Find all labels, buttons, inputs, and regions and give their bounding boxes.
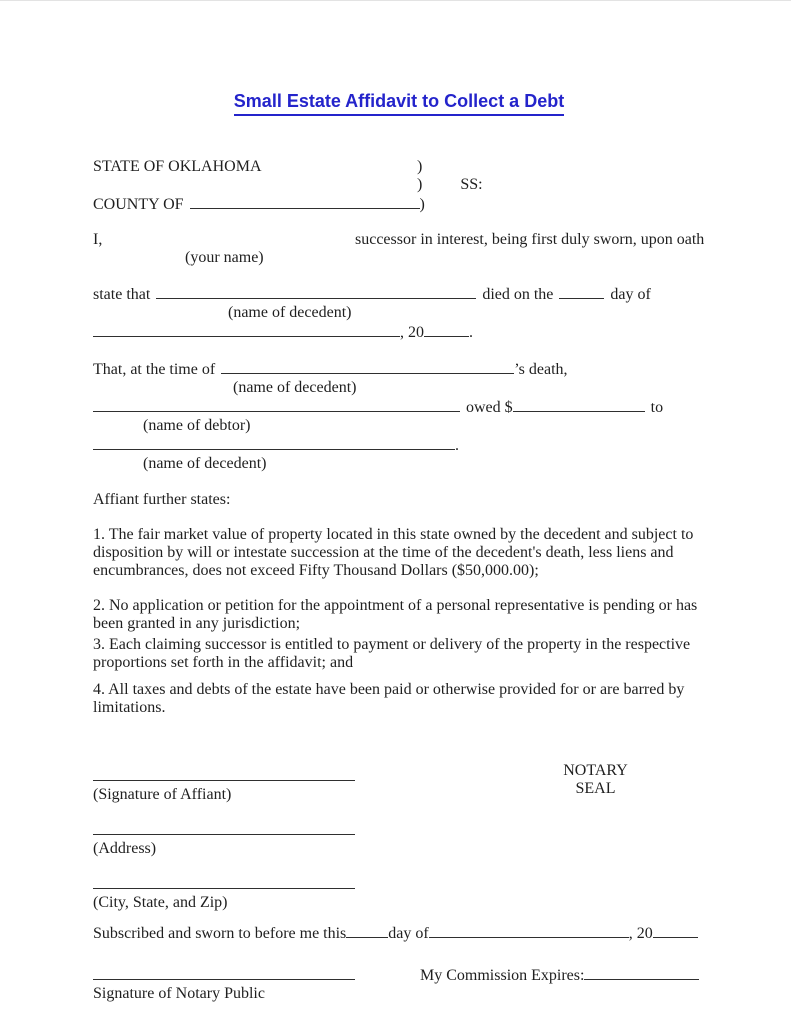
decedent-name-row-3 <box>93 435 705 455</box>
subscribed-label: Subscribed and sworn to before me this <box>93 925 347 942</box>
city-state-zip-caption: (City, State, and Zip) <box>93 894 228 911</box>
intro-block <box>93 231 705 267</box>
blank-affiant-signature <box>93 766 355 781</box>
blank-decedent-name-3 <box>93 435 455 450</box>
address-line-row <box>93 820 705 840</box>
debt-clause-block <box>93 359 705 473</box>
death-month-year-row <box>93 322 705 342</box>
blank-notary-signature <box>93 965 355 980</box>
ss-label: SS: <box>460 176 483 193</box>
successor-clause: successor in interest, being first duly sworn, upon oath <box>355 231 705 248</box>
affirmation-item-1: 1. The fair market value of property located in this state owned by the decedent and subject to disposition by will or intestate succession at the time of the decedent's death, less liens and encumbrances, does not exceed Fifty Thousand Dollars ($50,000.00); <box>93 526 694 579</box>
owed-label: owed $ <box>466 399 513 416</box>
address-caption: (Address) <box>93 840 157 857</box>
death-statement-block <box>93 284 705 342</box>
notary-seal-line-2: SEAL <box>575 780 616 797</box>
city-state-zip-group <box>93 874 705 912</box>
name-of-decedent-caption-3: (name of decedent) <box>143 455 267 472</box>
s-death-label: ’s death, <box>514 361 568 378</box>
signature-section <box>93 762 705 912</box>
that-at-time-row <box>93 359 705 379</box>
venue-ss-row <box>93 176 705 194</box>
state-that-label: state that <box>93 286 151 303</box>
paren-3: ) <box>419 196 425 213</box>
sworn-comma-20-label: , 20 <box>628 925 653 942</box>
signature-of-notary-caption: Signature of Notary Public <box>93 985 265 1002</box>
your-name-caption-row <box>93 249 705 267</box>
blank-decedent-name <box>156 284 476 299</box>
blank-death-month <box>93 322 400 337</box>
state-that-row <box>93 284 705 304</box>
that-at-time-label: That, at the time of <box>93 361 216 378</box>
i-label: I, <box>93 231 103 248</box>
document-content <box>93 1 705 1003</box>
name-of-decedent-caption: (name of decedent) <box>228 304 352 321</box>
city-caption-row <box>93 894 705 912</box>
title-row <box>93 89 705 116</box>
blank-owed-amount <box>513 397 645 412</box>
address-group <box>93 820 705 858</box>
intro-row <box>93 231 705 249</box>
name-of-decedent-caption-2: (name of decedent) <box>233 379 357 396</box>
blank-death-day <box>559 284 604 299</box>
notary-signature-row <box>93 965 705 985</box>
blank-sworn-month <box>429 923 629 938</box>
city-line-row <box>93 874 705 894</box>
period: . <box>469 324 473 341</box>
signature-of-affiant-caption: (Signature of Affiant) <box>93 786 232 803</box>
venue-state-row <box>93 158 705 176</box>
affirmation-item-3: 3. Each claiming successor is entitled to payment or delivery of the property in the respective proportions set forth in the affidavit; and <box>93 636 691 671</box>
paren-1: ) <box>417 158 423 175</box>
comma-20-label: , 20 <box>400 324 424 341</box>
period-2: . <box>455 437 459 454</box>
venue-block <box>93 158 705 214</box>
affirmations-heading: Affiant further states: <box>93 491 231 508</box>
notary-signature-caption-row <box>93 985 705 1003</box>
debtor-caption-row <box>93 417 705 435</box>
name-of-debtor-caption: (name of debtor) <box>143 417 251 434</box>
blank-city-state-zip <box>93 874 355 889</box>
decedent-caption-row-2 <box>93 379 705 397</box>
to-label: to <box>650 399 664 416</box>
blank-debtor-name <box>93 397 460 412</box>
address-caption-row <box>93 840 705 858</box>
affirmation-item-4: 4. All taxes and debts of the estate have been paid or otherwise provided for or are barred by limitations. <box>93 681 685 716</box>
sworn-day-of-label: day of <box>388 925 429 942</box>
venue-county-row <box>93 194 705 214</box>
county-label: COUNTY OF <box>93 196 184 213</box>
your-name-caption: (your name) <box>185 249 264 266</box>
blank-county-name <box>190 194 420 209</box>
affirmation-item-2: 2. No application or petition for the appointment of a personal representative is pending or has been granted in any jurisdiction; <box>93 597 698 632</box>
document-title-link[interactable]: Small Estate Affidavit to Collect a Debt <box>234 89 564 116</box>
blank-address <box>93 820 355 835</box>
blank-sworn-year <box>653 923 698 938</box>
subscribed-sworn-row <box>93 923 705 943</box>
decedent-caption-row <box>93 304 705 322</box>
day-of-label: day of <box>610 286 651 303</box>
paren-2: ) <box>417 176 423 193</box>
state-label: STATE OF OKLAHOMA <box>93 158 262 175</box>
owed-row <box>93 397 705 417</box>
notary-seal-line-1: NOTARY <box>563 762 628 779</box>
commission-expires-label: My Commission Expires: <box>420 967 585 984</box>
decedent-caption-row-3 <box>93 455 705 473</box>
blank-death-year <box>424 322 469 337</box>
died-on-the-label: died on the <box>482 286 554 303</box>
blank-commission-expiration <box>584 965 699 980</box>
blank-decedent-name-2 <box>221 359 514 374</box>
blank-sworn-day <box>346 923 388 938</box>
notary-seal-area <box>548 762 643 798</box>
